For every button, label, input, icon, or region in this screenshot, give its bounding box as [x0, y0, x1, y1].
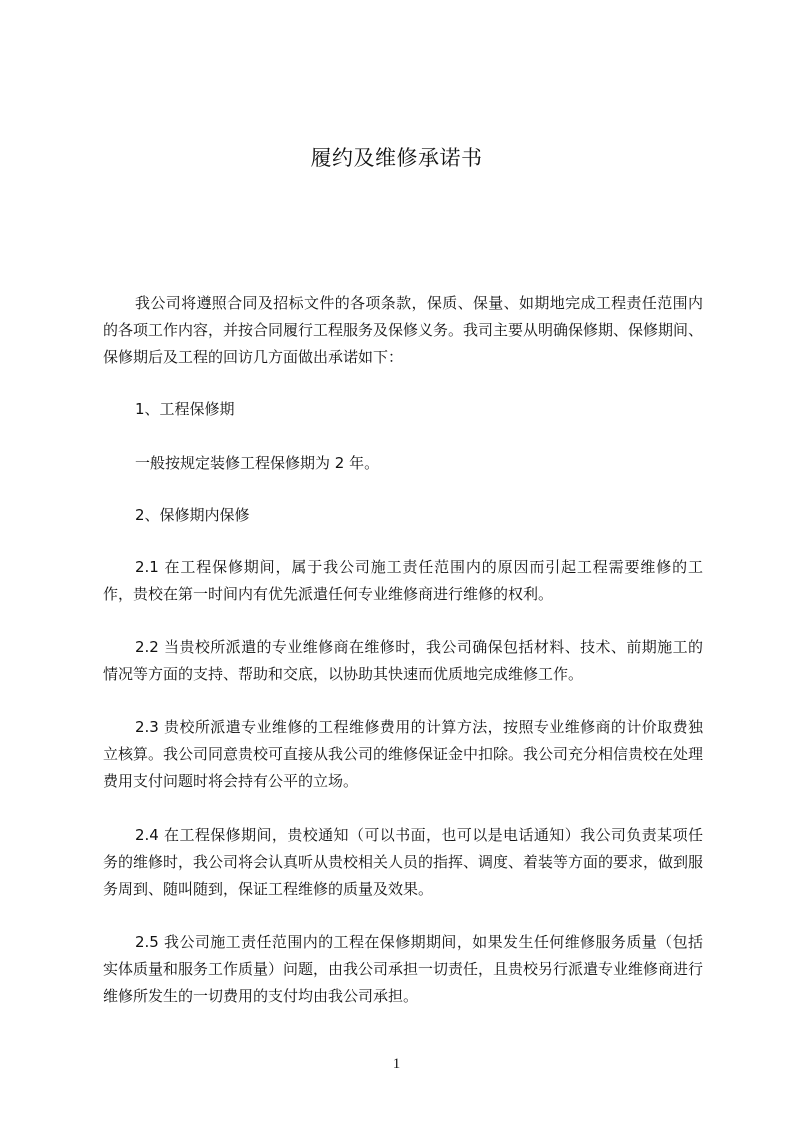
clause-2-5: 2.5 我公司施工责任范围内的工程在保修期期间，如果发生任何维修服务质量（包括实体质量和服务工作质量）问题，由我公司承担一切责任，且贵校另行派遣专业维修商进行维修所发生的一切费用的支付均由我公司承担。 [103, 933, 704, 1005]
section-1-body: 一般按规定装修工程保修期为 2 年。 [135, 454, 380, 472]
intro-paragraph: 我公司将遵照合同及招标文件的各项条款，保质、保量、如期地完成工程责任范围内的各项工作内容，并按合同履行工程服务及保修义务。我司主要从明确保修期、保修期间、保修期后及工程的回访几方面做出承诺如下： [103, 294, 704, 366]
clause-2-3: 2.3 贵校所派遣专业维修的工程维修费用的计算方法，按照专业维修商的计价取费独立核算。我公司同意贵校可直接从我公司的维修保证金中扣除。我公司充分相信贵校在处理费用支付问题时将会持有公平的立场。 [103, 718, 704, 790]
clause-2-2: 2.2 当贵校所派遣的专业维修商在维修时，我公司确保包括材料、技术、前期施工的情况等方面的支持、帮助和交底，以协助其快速而优质地完成维修工作。 [103, 638, 703, 683]
section-1-heading: 1、工程保修期 [135, 400, 235, 418]
section-2-heading: 2、保修期内保修 [135, 506, 250, 524]
page-number: 1 [392, 1056, 401, 1072]
clause-2-4: 2.4 在工程保修期间，贵校通知（可以书面，也可以是电话通知）我公司负责某项任务的维修时，我公司将会认真听从贵校相关人员的指挥、调度、着装等方面的要求，做到服务周到、随叫随到，保证工程维修的质量及效果。 [103, 826, 704, 898]
document-title: 履约及维修承诺书 [310, 146, 483, 170]
clause-2-1: 2.1 在工程保修期间，属于我公司施工责任范围内的原因而引起工程需要维修的工作，贵校在第一时间内有优先派遣任何专业维修商进行维修的权利。 [103, 558, 703, 603]
